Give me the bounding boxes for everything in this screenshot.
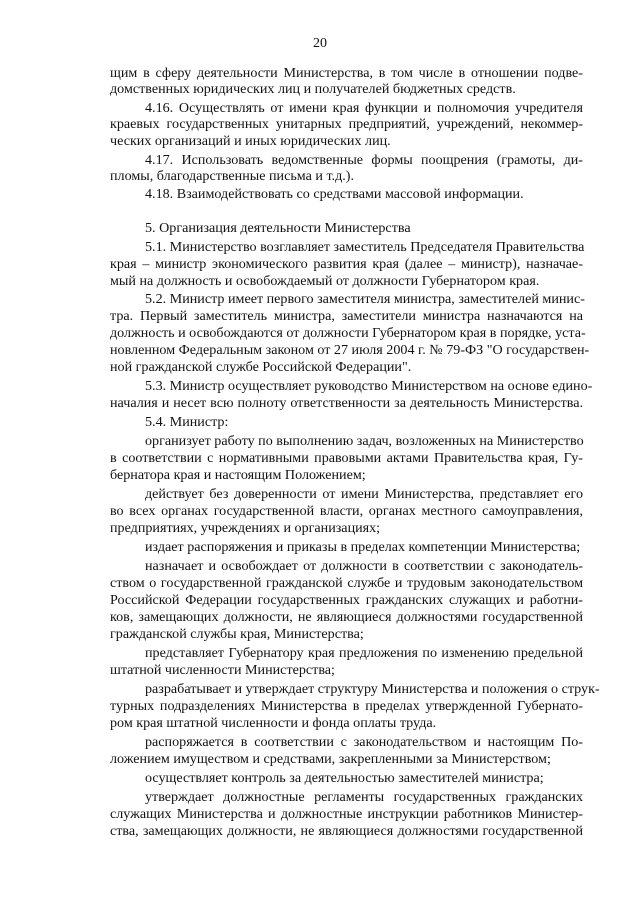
text-line: домственных юридических лиц и получателей бюджетных средств. <box>110 81 516 97</box>
text-line: ков, замещающих должности, не являющиеся должностями государственной <box>110 609 583 625</box>
text-line: предприятиях, учреждениях и организациях; <box>110 520 381 536</box>
text-line: утверждает должностные регламенты государственных гражданских <box>145 789 583 805</box>
text-line: турных подразделениях Министерства в пределах утвержденной Губернато- <box>110 698 583 714</box>
text-line: 5.1. Министерство возглавляет заместитель Председателя Правительства <box>145 239 585 255</box>
text-line: ством о государственной гражданской службе и трудовым законодательством <box>110 575 583 591</box>
text-line: служащих Министерства и должностные инструкции работников Министер- <box>110 806 583 822</box>
text-line: ной гражданской службе Российской Федерации". <box>110 359 412 375</box>
text-line: тра. Первый заместитель министра, заместители министра назначаются на <box>110 308 583 324</box>
text-line: 5.2. Министр имеет первого заместителя министра, заместителей минис- <box>145 291 585 307</box>
text-line: 5.4. Министр: <box>145 414 229 430</box>
text-line: распоряжается в соответствии с законодательством и настоящим По- <box>145 734 583 750</box>
text-line: действует без доверенности от имени Министерства, представляет его <box>145 486 583 502</box>
text-line: гражданской службы края, Министерства; <box>110 626 364 642</box>
text-line: мый на должность и освобождаемый от должности Губернатором края. <box>110 273 540 289</box>
text-line: ства, замещающих должности, не являющиеся должностями государственной <box>110 823 583 839</box>
text-line: осуществляет контроль за деятельностью заместителей министра; <box>145 770 544 786</box>
text-line: ром края штатной численности и фонда оплаты труда. <box>110 715 437 731</box>
text-line: организует работу по выполнению задач, возложенных на Министерство <box>145 433 584 449</box>
text-line: издает распоряжения и приказы в пределах компетенции Министерства; <box>145 539 581 555</box>
text-line: должность и освобождаются от должности Губернатором края в порядке, уста- <box>110 325 586 341</box>
text-line: началия и несет всю полноту ответственности за деятельность Министерства. <box>110 395 583 411</box>
text-line: в соответствии с нормативными правовыми актами Правительства края, Гу- <box>110 450 583 466</box>
text-line: ложением имуществом и средствами, закрепленными за Министерством; <box>110 751 551 767</box>
text-line: ческих организаций и иных юридических лиц. <box>110 133 391 149</box>
text-line: назначает и освобождает от должности в соответствии с законодатель- <box>145 558 583 574</box>
text-line: Российской Федерации государственных гражданских служащих и работни- <box>110 592 583 608</box>
text-line: новленном Федеральным законом от 27 июля 2004 г. № 79-ФЗ "О государствен- <box>110 342 590 358</box>
text-line: краевых государственных унитарных предприятий, учреждений, некоммер- <box>110 116 583 132</box>
text-line: штатной численности Министерства; <box>110 662 335 678</box>
text-line: края – министр экономического развития края (далее – министр), назначае- <box>110 256 583 272</box>
text-line: во всех органах государственной власти, органах местного самоуправления, <box>110 503 583 519</box>
text-line: щим в сферу деятельности Министерства, в том числе в отношении подве- <box>110 65 583 81</box>
text-line: 4.16. Осуществлять от имени края функции и полномочия учредителя <box>145 100 583 116</box>
text-line: 4.18. Взаимодействовать со средствами массовой информации. <box>145 186 524 202</box>
text-line: 4.17. Использовать ведомственные формы поощрения (грамоты, ди- <box>145 152 583 168</box>
page-number: 20 <box>313 36 327 51</box>
text-line: бернатора края и настоящим Положением; <box>110 467 366 483</box>
text-line: представляет Губернатору края предложения по изменению предельной <box>145 645 583 661</box>
text-line: разрабатывает и утверждает структуру Министерства и положения о струк- <box>145 681 600 697</box>
section-heading: 5. Организация деятельности Министерства <box>145 220 411 236</box>
text-line: пломы, благодарственные письма и т.д.). <box>110 168 354 184</box>
text-line: 5.3. Министр осуществляет руководство Министерством на основе едино- <box>145 378 593 394</box>
